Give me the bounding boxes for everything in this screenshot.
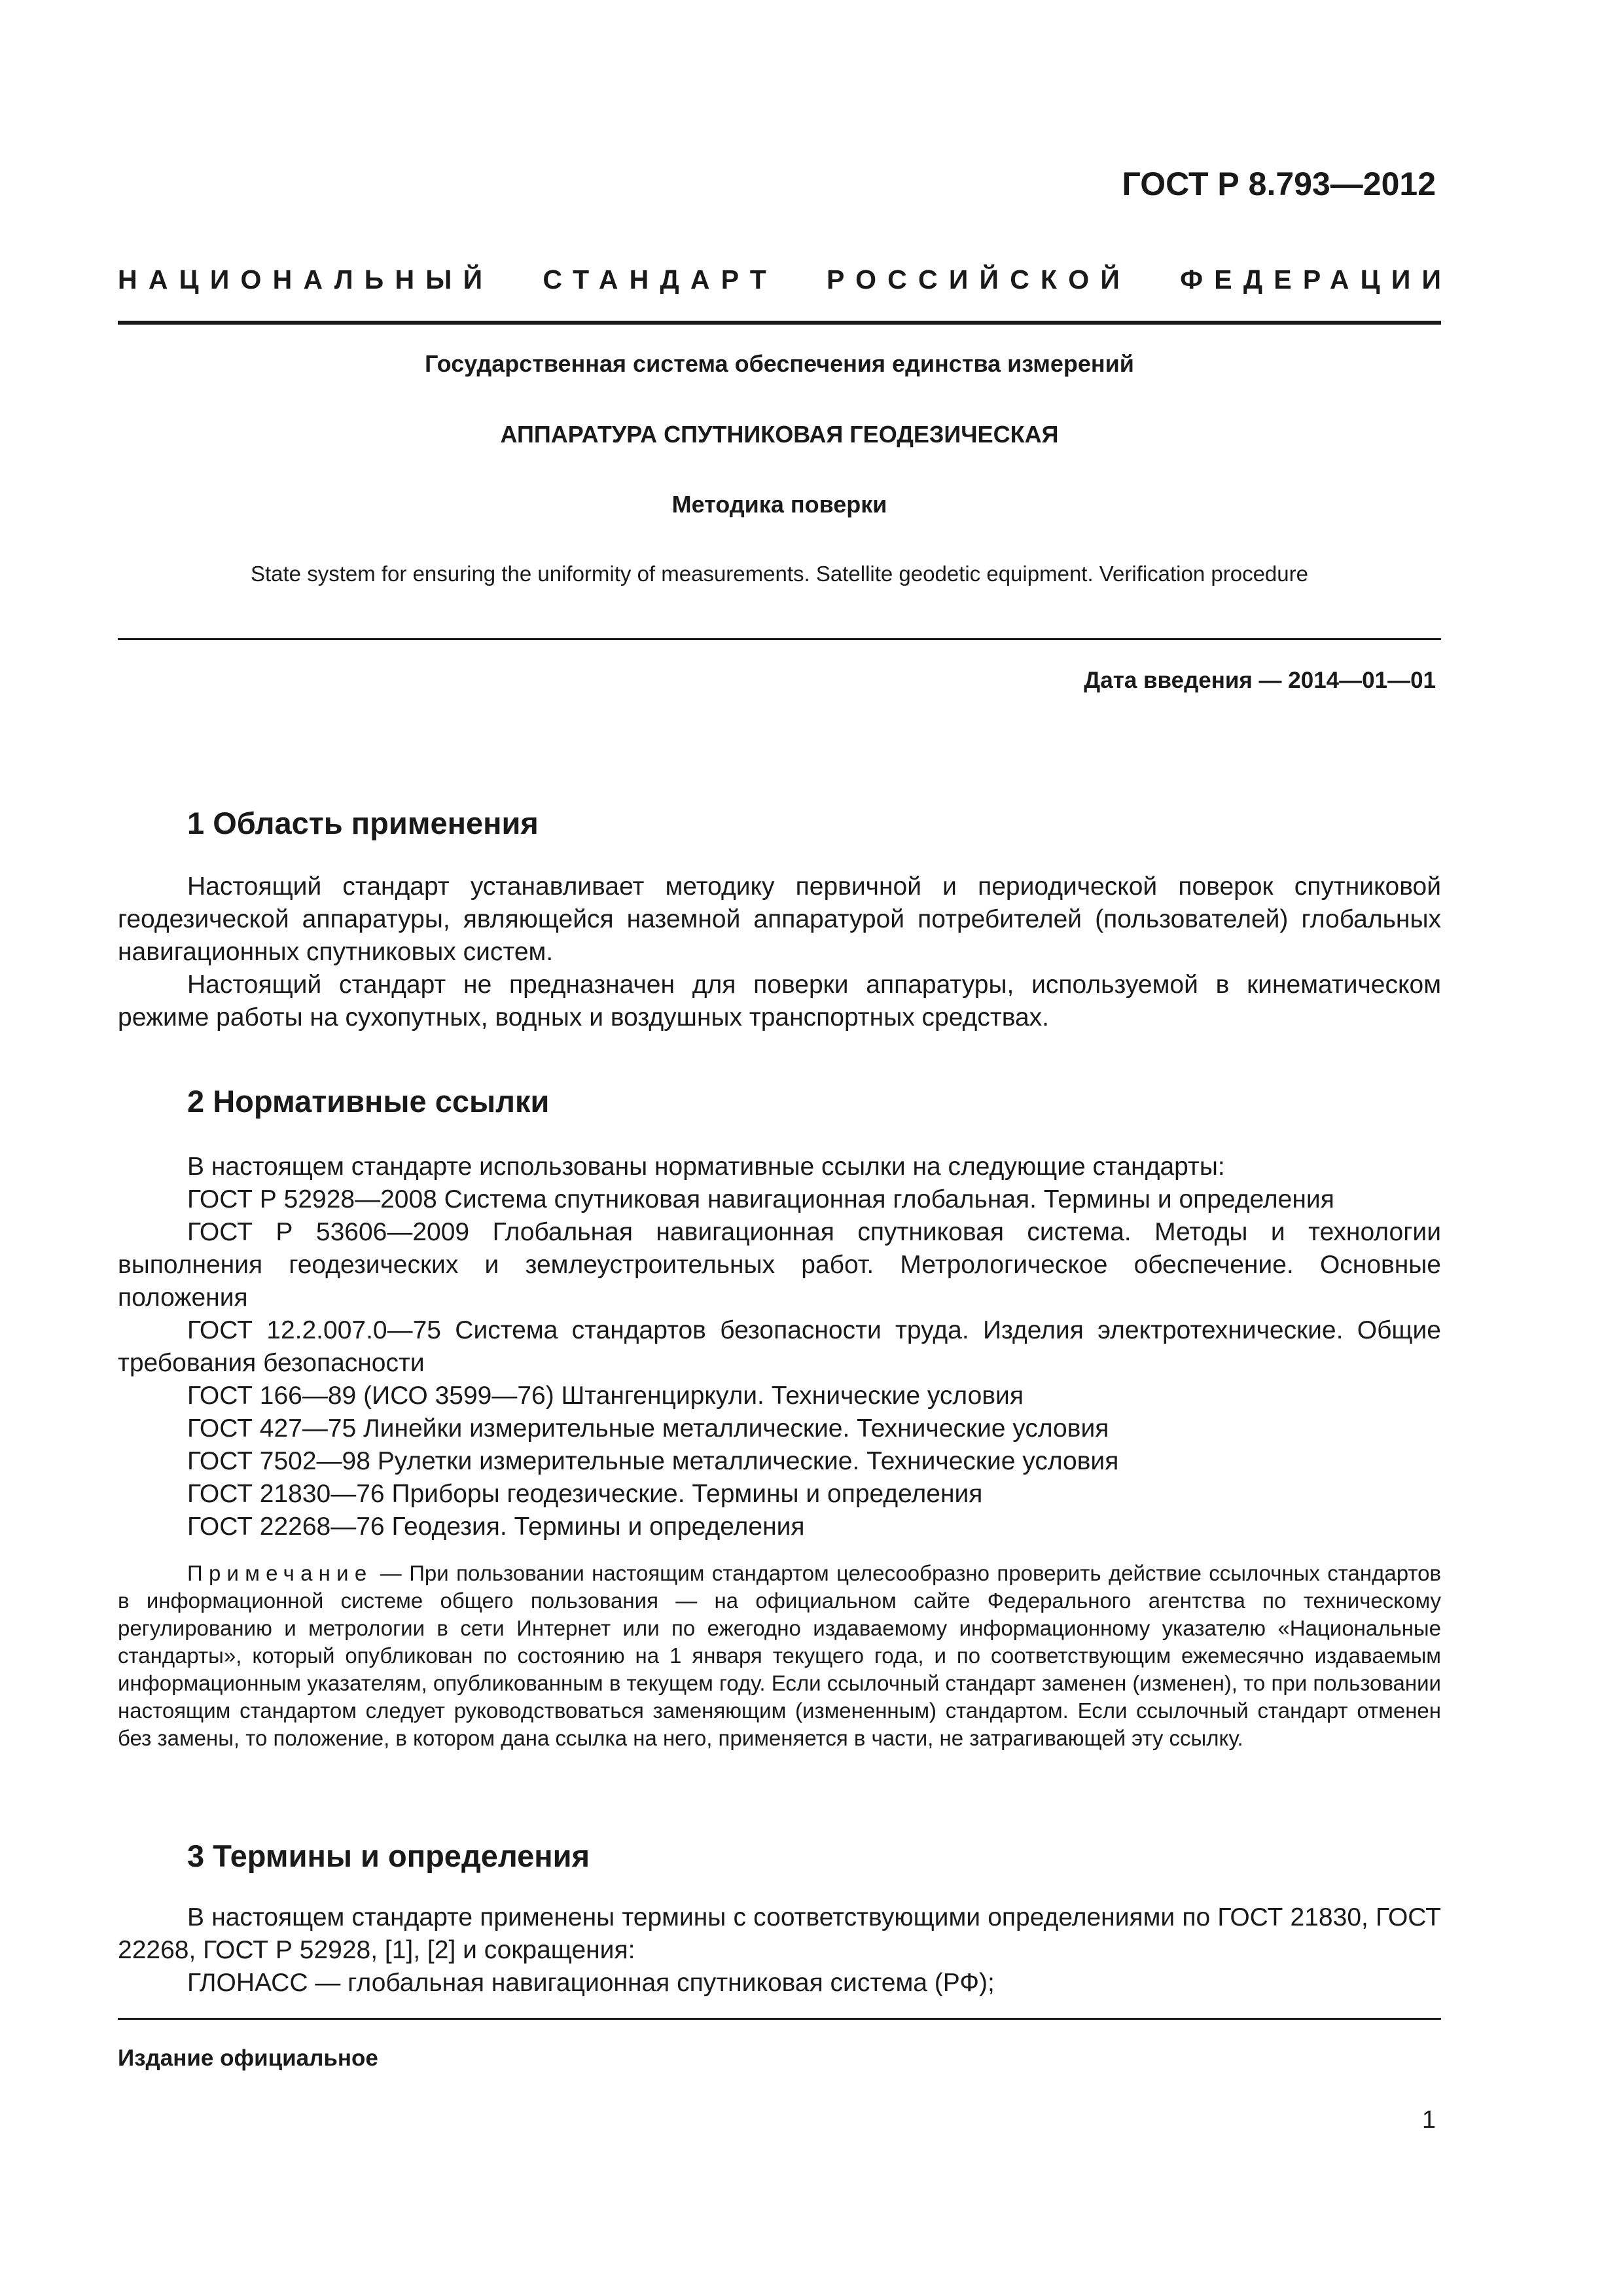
paragraph: В настоящем стандарте использованы нормативные ссылки на следующие стандарты: (187, 1153, 1225, 1181)
paragraph: В настоящем стандарте применены термины с соответствующими определениями по ГОСТ 21830, ГОСТ 22268, ГОСТ Р 52928, [1], [2] и сокращения: (118, 1903, 1441, 1964)
references-list (118, 1151, 1441, 1543)
gost-code: ГОСТ Р 8.793—2012 (1122, 166, 1436, 202)
page-number: 1 (1421, 2106, 1436, 2134)
title-part: Методика поверки (671, 491, 887, 518)
paragraph: Настоящий стандарт устанавливает методику первичной и периодической поверок спутниковой геодезической аппаратуры, являющейся наземной аппаратурой потребителей (пользователей) глобальных навигационных спутниковых систем. (118, 872, 1441, 966)
section-body (118, 1901, 1441, 2000)
note-paragraph (118, 1560, 1441, 1752)
title-system: Государственная система обеспечения единства измерений (425, 350, 1134, 377)
section-body (118, 870, 1441, 1034)
paragraph: ГЛОНАСС — глобальная навигационная спутниковая система (РФ); (187, 1969, 995, 1997)
reference-item: ГОСТ 7502—98 Рулетки измерительные металлические. Технические условия (187, 1447, 1119, 1475)
reference-item: ГОСТ 427—75 Линейки измерительные металлические. Технические условия (187, 1414, 1109, 1443)
national-standard-word: СТАНДАРТ (543, 264, 778, 295)
section-heading: 3 Термины и определения (187, 1839, 590, 1873)
reference-item: ГОСТ 12.2.007.0—75 Система стандартов безопасности труда. Изделия электротехнические. Общие требования безопасности (118, 1316, 1441, 1377)
title-english: State system for ensuring the uniformity of measurements. Satellite geodetic equipment. Verification procedure (250, 562, 1308, 586)
edition-label: Издание официальное (118, 2045, 378, 2071)
reference-item: ГОСТ Р 53606—2009 Глобальная навигационная спутниковая система. Методы и технологии выполнения геодезических и землеустроительных работ. Метрологическое обеспечение. Основные положения (118, 1218, 1441, 1312)
title-rule (118, 638, 1441, 640)
note-text: — При пользовании настоящим стандартом целесообразно проверить действие ссылочных стандартов в информационной системе общего пользования — на официальном сайте Федерального агентства по техническому регулированию и метрологии в сети Интернет или по ежегодно издаваемому информационному указателю «Национальные стандарты», который опубликован по состоянию на 1 января текущего года, и по соответствующим ежемесячно издаваемым информационным указателям, опубликованным в текущем году. Если ссылочный стандарт заменен (изменен), то при пользовании настоящим стандартом следует руководствоваться заменяющим (измененным) стандартом. Если ссылочный стандарт отменен без замены, то положение, в котором дана ссылка на него, применяется в части, не затрагивающей эту ссылку. (118, 1561, 1441, 1750)
national-standard-word: НАЦИОНАЛЬНЫЙ (118, 264, 494, 295)
paragraph: Настоящий стандарт не предназначен для поверки аппаратуры, используемой в кинематическом режиме работы на сухопутных, водных и воздушных транспортных средствах. (118, 971, 1441, 1031)
reference-item: ГОСТ 166—89 (ИСО 3599—76) Штангенциркули. Технические условия (187, 1382, 1024, 1410)
national-standard-word: ФЕДЕРАЦИИ (1180, 264, 1453, 295)
national-standard-title (118, 264, 1453, 295)
reference-item: ГОСТ Р 52928—2008 Система спутниковая навигационная глобальная. Термины и определения (187, 1185, 1334, 1213)
national-standard-word: РОССИЙСКОЙ (827, 264, 1132, 295)
note-label: Примечание (187, 1561, 373, 1585)
note (118, 1560, 1441, 1752)
reference-item: ГОСТ 21830—76 Приборы геодезические. Термины и определения (187, 1480, 983, 1508)
title-subject: АППАРАТУРА СПУТНИКОВАЯ ГЕОДЕЗИЧЕСКАЯ (500, 421, 1059, 448)
section-heading: 2 Нормативные ссылки (187, 1084, 550, 1119)
footer-rule (118, 2018, 1441, 2020)
intro-date: Дата введения — 2014—01—01 (1084, 668, 1436, 693)
reference-item: ГОСТ 22268—76 Геодезия. Термины и определения (187, 1513, 805, 1541)
header-rule (118, 321, 1441, 325)
section-heading: 1 Область применения (187, 806, 539, 840)
